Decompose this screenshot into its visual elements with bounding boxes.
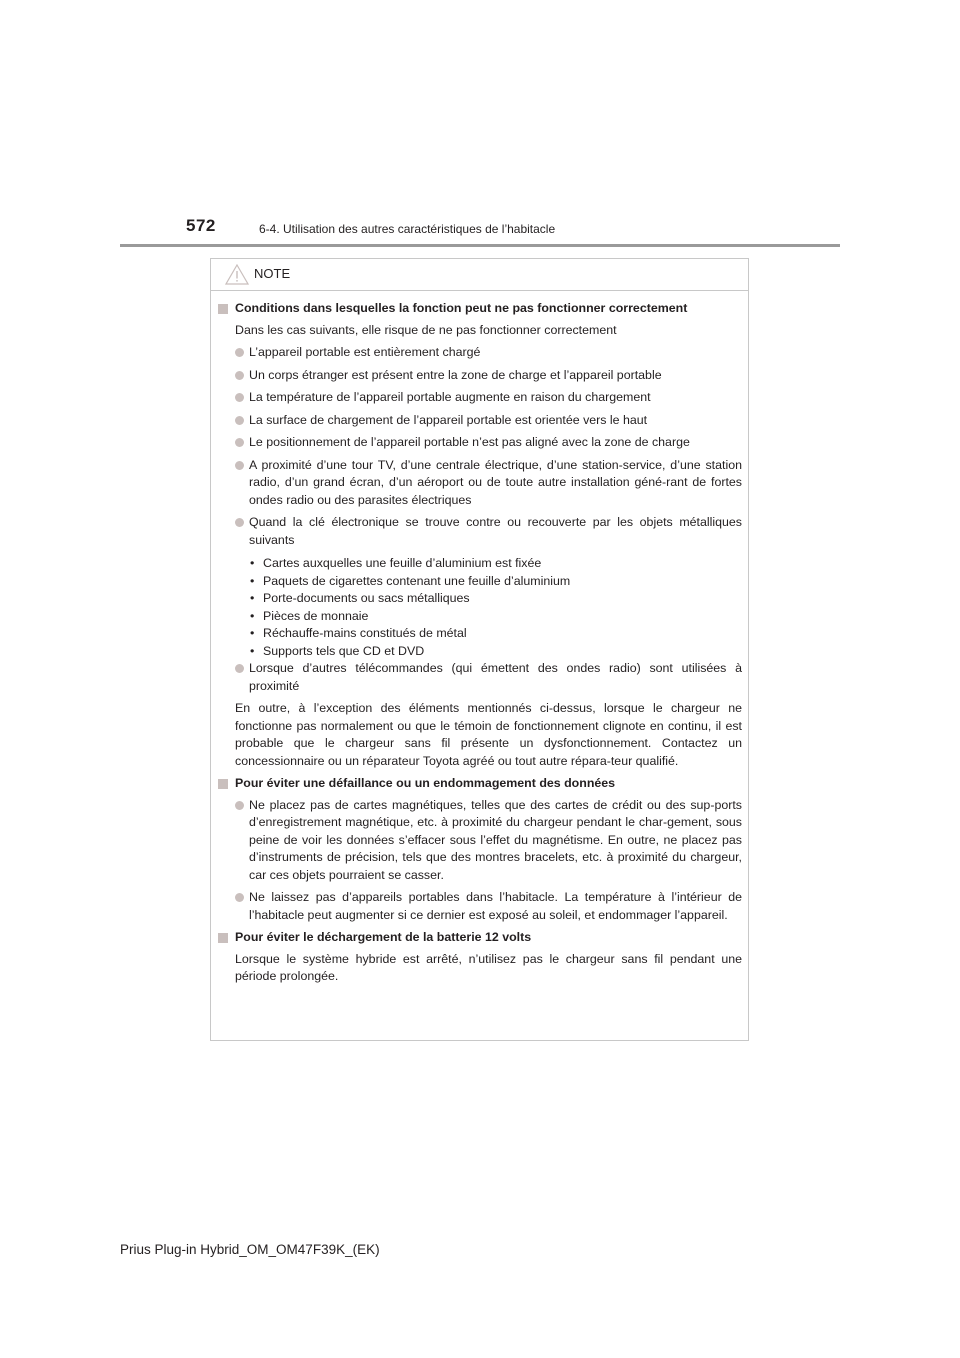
warning-triangle-icon (225, 264, 249, 285)
list-item: A proximité d’une tour TV, d’une centrale électrique, d’une station-service, d’une station radio, d’un grand écran, d’un aéroport ou de toute autre installation géné-rant de fortes ondes radio ou des parasites électriques (235, 457, 742, 510)
list-item: Lorsque d’autres télécommandes (qui émettent des ondes radio) sont utilisées à proximité (235, 660, 742, 695)
sub-list-item: • Paquets de cigarettes contenant une feuille d’aluminium (249, 573, 742, 591)
section-closing: En outre, à l’exception des éléments mentionnés ci-dessus, lorsque le chargeur ne fonctionne pas normalement ou que le témoin de fonctionnement clignote en continu, il est probable que le chargeur sans fil présente un dysfonctionnement. Contactez un concessionnaire ou un réparateur Toyota agréé ou tout autre répara-teur qualifié. (235, 701, 742, 768)
section-text: Lorsque le système hybride est arrêté, n’utilisez pas le chargeur sans fil pendant une période prolongée. (235, 951, 742, 983)
sub-list-item: • Cartes auxquelles une feuille d’aluminium est fixée (249, 555, 742, 573)
note-header (211, 259, 748, 291)
header-rule (120, 244, 840, 247)
section-title: 6-4. Utilisation des autres caractéristiques de l’habitacle (259, 222, 556, 236)
section-heading-battery: Pour éviter le déchargement de la batterie 12 volts (218, 929, 742, 947)
list-item: Un corps étranger est présent entre la zone de charge et l’appareil portable (235, 367, 742, 385)
list-item: La température de l’appareil portable augmente en raison du chargement (235, 389, 742, 407)
list-item: Ne placez pas de cartes magnétiques, telles que des cartes de crédit ou des sup-ports d’enregistrement magnétique, etc. à proximité du chargeur pendant le char-gement, sous peine de voir les données s’effacer sous l’effet du magnétisme. En outre, ne placez pas d’instruments de précision, tels que des montres bracelets, etc. à proximité du chargeur, car ces objets pourraient se casser. (235, 797, 742, 885)
footer-document-id: Prius Plug-in Hybrid_OM_OM47F39K_(EK) (120, 1242, 380, 1257)
list-item: L’appareil portable est entièrement chargé (235, 344, 742, 362)
note-box (210, 258, 749, 1041)
section-intro: Dans les cas suivants, elle risque de ne pas fonctionner correctement (235, 322, 617, 337)
sub-list (249, 555, 742, 660)
sub-list-item: • Pièces de monnaie (249, 608, 742, 626)
section-heading-data-protection: Pour éviter une défaillance ou un endommagement des données (218, 775, 742, 793)
sub-list-item: • Supports tels que CD et DVD (249, 643, 742, 661)
list-item: Quand la clé électronique se trouve contre ou recouverte par les objets métalliques suivants (235, 514, 742, 549)
page-number: 572 (186, 216, 216, 235)
list-item: La surface de chargement de l’appareil portable est orientée vers le haut (235, 412, 742, 430)
list-item: Ne laissez pas d’appareils portables dans l’habitacle. La température à l’intérieur de l’habitacle peut augmenter si ce dernier est exposé au soleil, et endommager l’appareil. (235, 889, 742, 924)
sub-list-item: • Réchauffe-mains constitués de métal (249, 625, 742, 643)
section-heading-conditions: Conditions dans lesquelles la fonction peut ne pas fonctionner correctement (218, 300, 742, 318)
note-label: NOTE (254, 266, 291, 281)
note-body (211, 291, 748, 991)
list-item: Le positionnement de l’appareil portable n’est pas aligné avec la zone de charge (235, 434, 742, 452)
sub-list-item: • Porte-documents ou sacs métalliques (249, 590, 742, 608)
